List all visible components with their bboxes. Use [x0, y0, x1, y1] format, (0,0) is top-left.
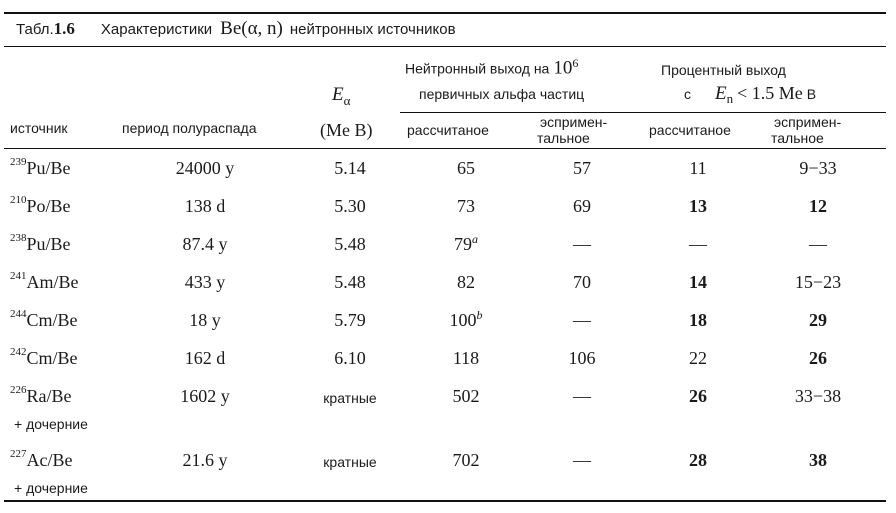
- source-subline: + дочерние: [14, 480, 88, 496]
- pct-exp-cell: 33−38: [794, 386, 842, 406]
- energy-cell: кратные: [323, 390, 377, 406]
- half-life-cell: 24000 y: [175, 158, 235, 178]
- calc-yield-cell: 79$^a$: [454, 232, 478, 254]
- header-exp2-line2: тальное: [771, 130, 824, 146]
- neutron-yield-exp: 6: [572, 56, 579, 70]
- calc-yield-cell: 73: [457, 196, 475, 216]
- source-cell: [10, 234, 71, 255]
- calc-yield-cell: 702: [452, 450, 480, 470]
- energy-cell: 5.30: [334, 196, 366, 216]
- mass-number: 244: [10, 308, 27, 320]
- exp-yield-cell: —: [573, 234, 591, 254]
- header-rule: [4, 148, 886, 149]
- percent-yield-sub: n: [726, 91, 734, 107]
- source-cell: [10, 348, 78, 369]
- calc-yield-cell: 65: [457, 158, 475, 178]
- exp-yield-cell: —: [573, 450, 591, 470]
- neutron-yield-line2: первичных альфа частиц: [419, 86, 585, 102]
- exp-yield-cell: 70: [573, 272, 591, 292]
- half-life-cell: 87.4 y: [182, 234, 228, 254]
- header-energy: [332, 84, 350, 109]
- half-life-cell: 1602 y: [180, 386, 230, 406]
- header-calc: рассчитаное: [407, 122, 489, 138]
- pct-calc-cell: 26: [689, 386, 707, 406]
- caption-rule: [4, 46, 886, 47]
- header-exp-line1: эспримен-: [540, 114, 608, 130]
- footnote-mark: b: [476, 308, 483, 322]
- pct-exp-cell: —: [809, 234, 827, 254]
- caption-title-tail: нейтронных источников: [289, 21, 456, 38]
- header-source: источник: [10, 120, 68, 136]
- source-cell: [10, 450, 72, 471]
- header-half-life: период полураспада: [122, 120, 257, 136]
- pct-calc-cell: 28: [689, 450, 707, 470]
- header-exp-line2: тальное: [537, 130, 590, 146]
- isotope-pair: Pu/Be: [26, 158, 71, 178]
- mass-number: 227: [10, 448, 27, 460]
- top-rule: [4, 12, 886, 14]
- half-life-cell: 138 d: [184, 196, 226, 216]
- pct-calc-cell: —: [689, 234, 707, 254]
- energy-cell: 6.10: [334, 348, 366, 368]
- isotope-pair: Am/Be: [26, 272, 79, 292]
- energy-cell: 5.48: [334, 272, 366, 292]
- caption-formula: Be(α, n): [220, 18, 283, 39]
- exp-yield-cell: —: [573, 310, 591, 330]
- source-cell: [10, 196, 71, 217]
- isotope-pair: Ac/Be: [26, 450, 73, 470]
- isotope-pair: Ra/Be: [26, 386, 72, 406]
- exp-yield-cell: —: [573, 386, 591, 406]
- isotope-pair: Cm/Be: [26, 348, 78, 368]
- header-exp2-line1: эспримен-: [774, 114, 842, 130]
- energy-cell: 5.14: [334, 158, 366, 178]
- half-life-cell: 162 d: [184, 348, 226, 368]
- energy-symbol: E: [332, 84, 344, 105]
- percent-yield-c: с: [684, 86, 691, 102]
- calc-yield-cell: 502: [452, 386, 480, 406]
- mass-number: 238: [10, 232, 27, 244]
- pct-calc-cell: 22: [689, 348, 707, 368]
- header-calc2: рассчитаное: [649, 122, 731, 138]
- source-subline: + дочерние: [14, 416, 88, 432]
- percent-yield-line1: Процентный выход: [661, 62, 786, 78]
- mass-number: 242: [10, 346, 27, 358]
- percent-yield-unit: В: [806, 86, 817, 102]
- pct-exp-cell: 26: [809, 348, 827, 368]
- caption-title: Характеристики: [100, 21, 213, 38]
- mass-number: 239: [10, 156, 27, 168]
- percent-yield-line2: [684, 83, 816, 107]
- neutron-yield-line1: Нейтронный выход на: [405, 60, 550, 77]
- pct-calc-cell: 11: [689, 158, 707, 178]
- energy-cell: кратные: [323, 454, 377, 470]
- calc-yield-cell: 100$^b$: [449, 308, 483, 330]
- calc-yield-cell: 82: [457, 272, 475, 292]
- pct-exp-cell: 9−33: [799, 158, 837, 178]
- energy-sub: α: [343, 92, 351, 108]
- calc-yield-cell: 118: [452, 348, 480, 368]
- header-neutron-yield: [405, 56, 578, 79]
- bottom-rule: [4, 500, 886, 502]
- pct-exp-cell: 38: [809, 450, 827, 470]
- neutron-yield-pow: 10: [553, 57, 573, 79]
- mass-number: 241: [10, 270, 27, 282]
- mass-number: 210: [10, 194, 27, 206]
- isotope-pair: Po/Be: [26, 196, 71, 216]
- exp-yield-cell: 57: [573, 158, 591, 178]
- isotope-pair: Cm/Be: [26, 310, 78, 330]
- half-life-cell: 18 y: [189, 310, 221, 330]
- source-cell: [10, 386, 72, 407]
- half-life-cell: 433 y: [184, 272, 226, 292]
- exp-yield-cell: 69: [573, 196, 591, 216]
- footnote-mark: a: [472, 232, 478, 246]
- pct-calc-cell: 18: [689, 310, 707, 330]
- isotope-pair: Pu/Be: [26, 234, 71, 254]
- source-cell: [10, 158, 71, 179]
- half-life-cell: 21.6 y: [182, 450, 228, 470]
- caption-label: Табл.: [16, 21, 54, 38]
- subheader-rule: [400, 112, 886, 113]
- caption-number: 1.6: [53, 19, 75, 38]
- percent-yield-cond: < 1.5 Me: [737, 83, 803, 103]
- pct-calc-cell: 13: [689, 196, 707, 216]
- percent-yield-E: E: [715, 83, 727, 104]
- table-caption: [16, 18, 456, 42]
- exp-yield-cell: 106: [568, 348, 596, 368]
- energy-cell: 5.79: [334, 310, 366, 330]
- source-cell: [10, 310, 78, 331]
- pct-exp-cell: 15−23: [794, 272, 842, 292]
- source-cell: [10, 272, 79, 293]
- pct-calc-cell: 14: [689, 272, 707, 292]
- pct-exp-cell: 12: [809, 196, 827, 216]
- mass-number: 226: [10, 384, 27, 396]
- energy-cell: 5.48: [334, 234, 366, 254]
- header-energy-unit: (Me В): [320, 120, 373, 140]
- pct-exp-cell: 29: [809, 310, 827, 330]
